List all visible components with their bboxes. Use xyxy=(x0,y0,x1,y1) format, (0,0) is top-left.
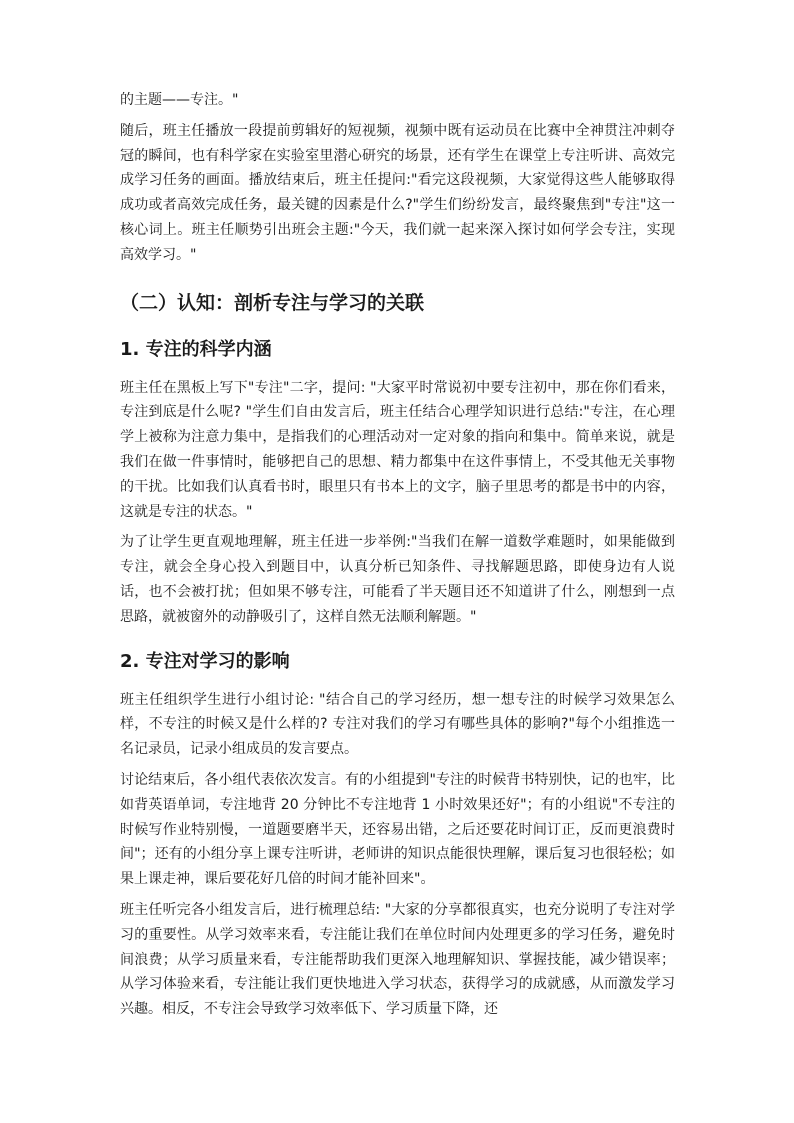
intro-paragraph-1: 的主题——专注。" xyxy=(120,92,239,108)
sub1-paragraph-1: 班主任在黑板上写下"专注"二字，提问: "大家平时常说初中要专注初中，那在你们看来，专注到底是什么呢? "学生们自由发言后，班主任结合心理学知识进行总结:"专注，在心理学上被称为注意力集中，是指我们的心理活动对一定对象的指向和集中。简单来说，就是我们在做一件事情时，能够把自己的思想、精力都集中在这件事情上，不受其他无关事物的干扰。比如我们认真看书时，眼里只有书本上的文字，脑子里思考的都是书中的内容，这就是专注的状态。" xyxy=(120,379,675,520)
sub2-paragraph-2: 讨论结束后，各小组代表依次发言。有的小组提到"专注的时候背书特别快，记的也牢，比如背英语单词，专注地背 20 分钟比不专注地背 1 小时效果还好"；有的小组说"不专注的时候写作业特别慢，一道题要磨半天，还容易出错，之后还要花时间订正，反而更浪费时间"；还有的小组分享上课专注听讲，老师讲的知识点能很快理解，课后复习也很轻松；如果上课走神，课后要花好几倍的时间才能补回来"。 xyxy=(120,771,675,888)
sub1-paragraph-2: 为了让学生更直观地理解，班主任进一步举例:"当我们在解一道数学难题时，如果能做到专注，就会全身心投入到题目中，认真分析已知条件、寻找解题思路，即使身边有人说话，也不会被打扰；但如果不够专注，可能看了半天题目还不知道讲了什么，刚想到一点思路，就被窗外的动静吸引了，这样自然无法顺利解题。" xyxy=(120,534,675,625)
sub2-paragraph-3: 班主任听完各小组发言后，进行梳理总结: "大家的分享都很真实，也充分说明了专注对学习的重要性。从学习效率来看，专注能让我们在单位时间内处理更多的学习任务，避免时间浪费；从学习质量来看，专注能帮助我们更深入地理解知识、掌握技能，减少错误率；从学习体验来看，专注能让我们更快地进入学习状态，获得学习的成就感，从而激发学习兴趣。相反，不专注会导致学习效率低下、学习质量下降，还 xyxy=(120,901,675,1018)
subsection-heading-2: 2. 专注对学习的影响 xyxy=(120,650,290,672)
intro-paragraph-2: 随后，班主任播放一段提前剪辑好的短视频，视频中既有运动员在比赛中全神贯注冲刺夺冠的瞬间，也有科学家在实验室里潜心研究的场景，还有学生在课堂上专注听讲、高效完成学习任务的画面。播放结束后，班主任提问:"看完这段视频，大家觉得这些人能够取得成功或者高效完成任务，最关键的因素是什么?"学生们纷纷发言，最终聚焦到"专注"这一核心词上。班主任顺势引出班会主题:"今天，我们就一起来深入探讨如何学会专注，实现高效学习。" xyxy=(120,122,675,263)
sub2-paragraph-1: 班主任组织学生进行小组讨论: "结合自己的学习经历，想一想专注的时候学习效果怎么样，不专注的时候又是什么样的? 专注对我们的学习有哪些具体的影响?"每个小组推选一名记录员，记录小组成员的发言要点。 xyxy=(120,691,675,758)
subsection-heading-1: 1. 专注的科学内涵 xyxy=(120,338,272,360)
section-heading: （二）认知：剖析专注与学习的关联 xyxy=(120,291,425,314)
document-page xyxy=(120,88,675,1028)
